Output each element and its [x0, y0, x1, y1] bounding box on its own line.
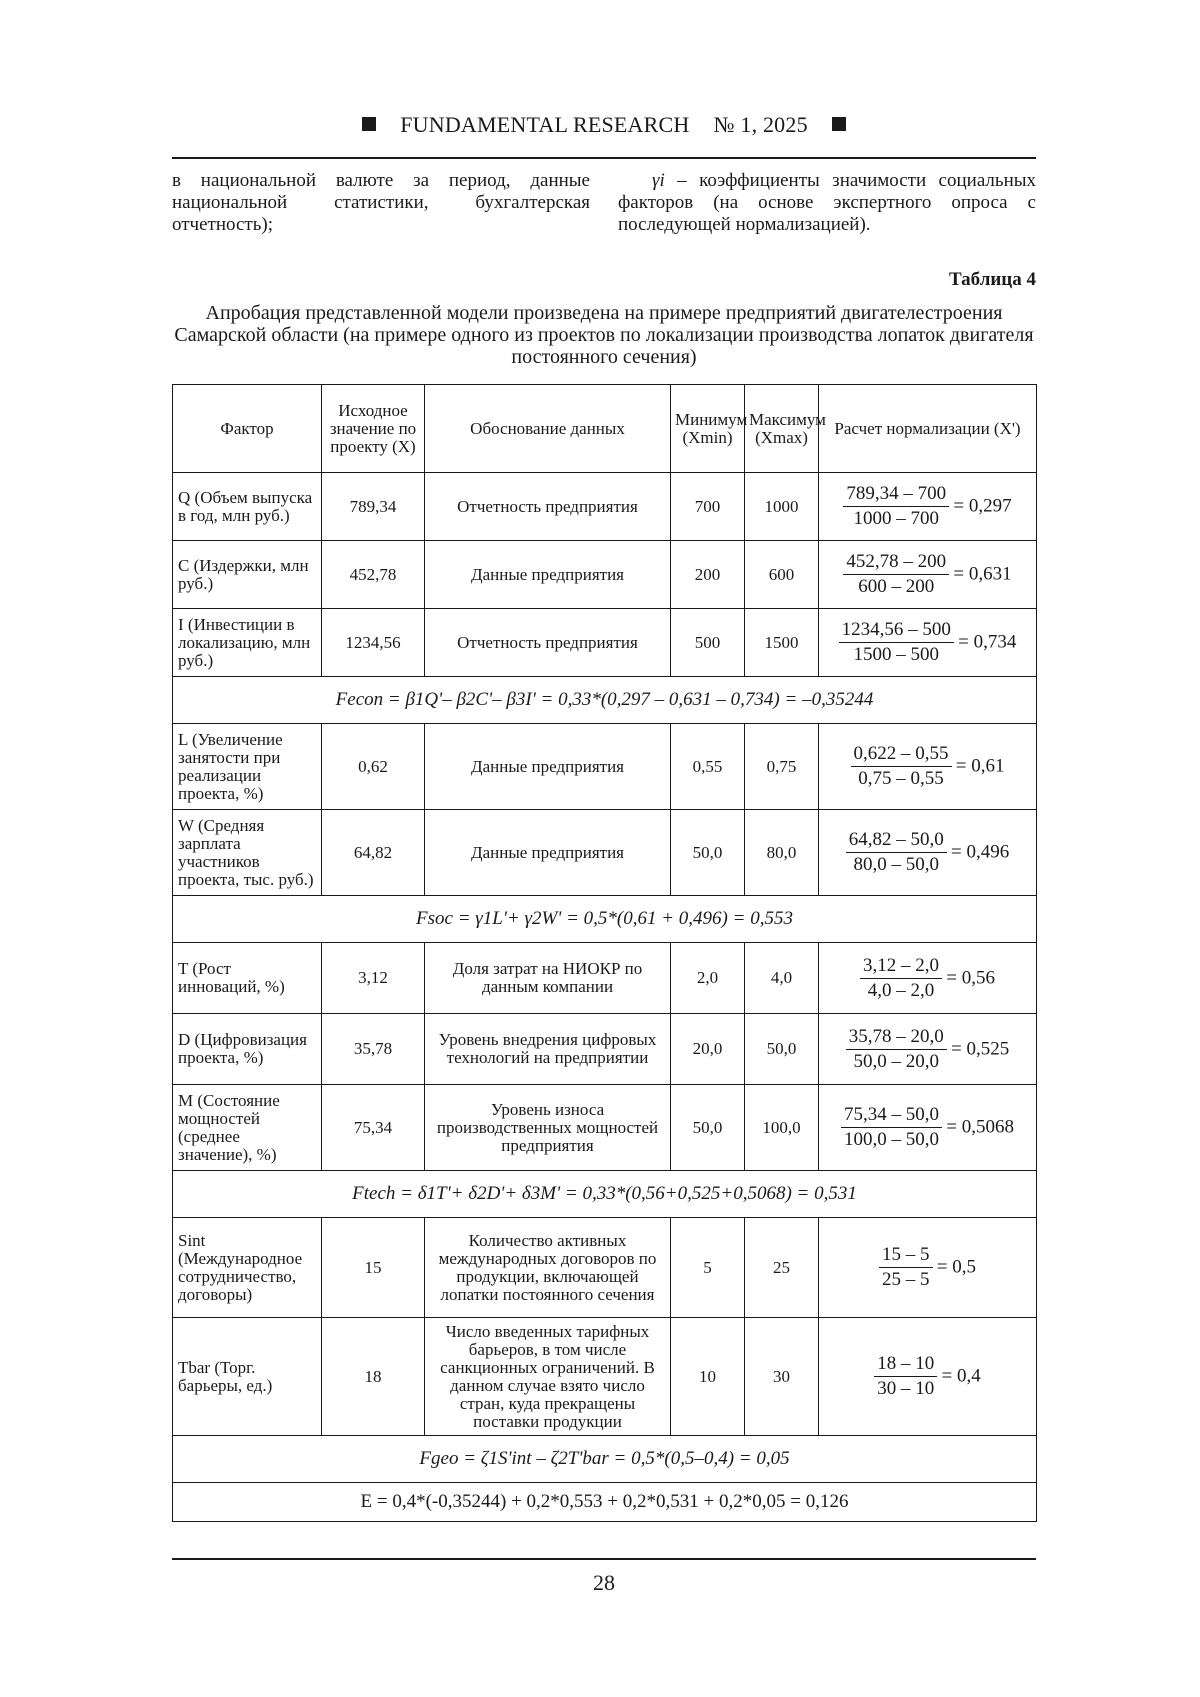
- header-max: Максимум (Xmax): [745, 385, 819, 473]
- basis-cell: Данные предприятия: [425, 810, 671, 896]
- min-cell: 50,0: [671, 810, 745, 896]
- fraction-numerator: 64,82 – 50,0: [846, 831, 947, 853]
- basis-cell: Данные предприятия: [425, 724, 671, 810]
- max-cell: 50,0: [745, 1014, 819, 1085]
- fraction-numerator: 18 – 10: [874, 1355, 937, 1377]
- fraction: [851, 745, 952, 788]
- norm-cell: [819, 810, 1037, 896]
- formula-total: E = 0,4*(-0,35244) + 0,2*0,553 + 0,2*0,531 + 0,2*0,05 = 0,126: [173, 1483, 1037, 1522]
- factor-cell: Q (Объем выпуска в год, млн руб.): [173, 473, 322, 541]
- max-cell: 1000: [745, 473, 819, 541]
- max-cell: 4,0: [745, 943, 819, 1014]
- norm-result: = 0,631: [953, 563, 1012, 585]
- fraction: [846, 1025, 947, 1072]
- norm-result: = 0,734: [958, 631, 1017, 653]
- factor-cell: D (Цифровизация проекта, %): [173, 1014, 322, 1085]
- norm-result: = 0,297: [953, 495, 1012, 517]
- value-cell: 452,78: [322, 541, 425, 609]
- table-caption: Апробация представленной модели произведена на примере предприятий двигателестроения Самарской области (на примере одного из проектов по локализации производства лопаток двигателя постоянного сечения): [174, 302, 1034, 368]
- max-cell: 600: [745, 541, 819, 609]
- max-cell: 100,0: [745, 1085, 819, 1171]
- value-cell: 15: [322, 1218, 425, 1318]
- formula-geo: Fgeo = ζ1S'int – ζ2T'bar = 0,5*(0,5–0,4) = 0,05: [173, 1436, 1037, 1483]
- page-number: 28: [593, 1570, 615, 1595]
- norm-result: = 0,61: [955, 755, 1005, 777]
- header-rule: [172, 157, 1036, 159]
- fraction: [846, 831, 947, 874]
- norm-cell: [819, 609, 1037, 677]
- norm-cell: [819, 1085, 1037, 1171]
- intro-right-column: [618, 170, 1036, 236]
- value-cell: 1234,56: [322, 609, 425, 677]
- min-cell: 500: [671, 609, 745, 677]
- fraction-denominator: 25 – 5: [882, 1269, 930, 1290]
- value-cell: 75,34: [322, 1085, 425, 1171]
- header-factor: Фактор: [173, 385, 322, 473]
- issue-number: № 1, 2025: [713, 112, 808, 137]
- fraction: [843, 485, 949, 528]
- norm-result: = 0,496: [951, 841, 1010, 863]
- basis-cell: Отчетность предприятия: [425, 609, 671, 677]
- table-row: [173, 810, 1037, 896]
- fraction-denominator: 0,75 – 0,55: [858, 768, 944, 789]
- max-cell: 1500: [745, 609, 819, 677]
- header-initial: Исходное значение по проекту (X): [322, 385, 425, 473]
- value-cell: 35,78: [322, 1014, 425, 1085]
- table-row: [173, 724, 1037, 810]
- fraction: [839, 621, 954, 664]
- norm-result: = 0,56: [946, 967, 995, 988]
- square-bullet-icon: [362, 117, 376, 131]
- basis-cell: Число введенных тарифных барьеров, в том числе санкционных ограничений. В данном случае взято число стран, куда прекращены поставки продукции: [425, 1318, 671, 1436]
- factor-cell: I (Инвестиции в локализацию, млн руб.): [173, 609, 322, 677]
- norm-cell: [819, 724, 1037, 810]
- fraction-denominator: 30 – 10: [877, 1378, 935, 1399]
- factor-cell: Sint (Международное сотрудничество, договоры): [173, 1218, 322, 1318]
- value-cell: 18: [322, 1318, 425, 1436]
- fraction-denominator: 100,0 – 50,0: [844, 1129, 940, 1150]
- factor-cell: M (Состояние мощностей (среднее значение), %): [173, 1085, 322, 1171]
- table-row: [173, 1318, 1037, 1436]
- factor-cell: L (Увеличение занятости при реализации проекта, %): [173, 724, 322, 810]
- formula-row-geo: [173, 1436, 1037, 1483]
- norm-cell: [819, 1014, 1037, 1085]
- min-cell: 0,55: [671, 724, 745, 810]
- max-cell: 80,0: [745, 810, 819, 896]
- formula-econ: Fecon = β1Q'– β2C'– β3I' = 0,33*(0,297 – 0,631 – 0,734) = –0,35244: [173, 677, 1037, 724]
- norm-cell: [819, 1318, 1037, 1436]
- fraction: [841, 1106, 942, 1149]
- norm-cell: [819, 1218, 1037, 1318]
- value-cell: 0,62: [322, 724, 425, 810]
- fraction-numerator: 35,78 – 20,0: [846, 1028, 947, 1050]
- table-row: [173, 943, 1037, 1014]
- norm-result: = 0,525: [951, 1038, 1010, 1059]
- basis-cell: Количество активных международных договоров по продукции, включающей лопатки постоянного сечения: [425, 1218, 671, 1318]
- basis-cell: Уровень внедрения цифровых технологий на предприятии: [425, 1014, 671, 1085]
- fraction-denominator: 1500 – 500: [853, 644, 940, 665]
- intro-left-column: в национальной валюте за период, данные национальной статистики, бухгалтерская отчетность);: [172, 170, 590, 235]
- fraction-denominator: 1000 – 700: [853, 508, 940, 529]
- fraction-numerator: 15 – 5: [879, 1246, 933, 1268]
- header-basis: Обоснование данных: [425, 385, 671, 473]
- fraction: [860, 954, 942, 1001]
- header-min: Минимум (Xmin): [671, 385, 745, 473]
- formula-row-soc: [173, 896, 1037, 943]
- fraction-numerator: 0,622 – 0,55: [851, 745, 952, 767]
- intro-right-text: – коэффициенты значимости социальных факторов (на основе экспертного опроса с последующей нормализацией).: [618, 170, 1037, 235]
- normalization-table: [172, 384, 1037, 1522]
- value-cell: 3,12: [322, 943, 425, 1014]
- norm-cell: [819, 473, 1037, 541]
- min-cell: 5: [671, 1218, 745, 1318]
- fraction-denominator: 600 – 200: [858, 576, 935, 597]
- norm-cell: [819, 943, 1037, 1014]
- basis-cell: Доля затрат на НИОКР по данным компании: [425, 943, 671, 1014]
- header-norm: Расчет нормализации (X'): [819, 385, 1037, 473]
- fraction: [843, 553, 949, 596]
- square-bullet-icon: [832, 117, 846, 131]
- fraction: [874, 1355, 937, 1398]
- fraction-numerator: 452,78 – 200: [843, 553, 949, 575]
- table-row: [173, 541, 1037, 609]
- norm-cell: [819, 541, 1037, 609]
- fraction-numerator: 1234,56 – 500: [839, 621, 954, 643]
- table-row: [173, 473, 1037, 541]
- formula-row-total: [173, 1483, 1037, 1522]
- max-cell: 30: [745, 1318, 819, 1436]
- factor-cell: W (Средняя зарплата участников проекта, тыс. руб.): [173, 810, 322, 896]
- factor-cell: C (Издержки, млн руб.): [173, 541, 322, 609]
- norm-result: = 0,4: [941, 1365, 981, 1387]
- fraction-numerator: 789,34 – 700: [843, 485, 949, 507]
- fraction-numerator: 75,34 – 50,0: [841, 1106, 942, 1128]
- value-cell: 64,82: [322, 810, 425, 896]
- min-cell: 50,0: [671, 1085, 745, 1171]
- table-header-row: [173, 385, 1037, 473]
- fraction-denominator: 80,0 – 50,0: [853, 854, 940, 875]
- fraction-numerator: 3,12 – 2,0: [860, 957, 942, 979]
- min-cell: 20,0: [671, 1014, 745, 1085]
- footer-rule: [172, 1558, 1036, 1560]
- min-cell: 200: [671, 541, 745, 609]
- factor-cell: T (Рост инноваций, %): [173, 943, 322, 1014]
- formula-row-tech: [173, 1171, 1037, 1218]
- factor-cell: Tbar (Торг. барьеры, ед.): [173, 1318, 322, 1436]
- table-row: [173, 1218, 1037, 1318]
- fraction-denominator: 4,0 – 2,0: [867, 979, 935, 1001]
- table-row: [173, 609, 1037, 677]
- norm-result: = 0,5068: [946, 1116, 1014, 1138]
- basis-cell: Данные предприятия: [425, 541, 671, 609]
- basis-cell: Уровень износа производственных мощностей предприятия: [425, 1085, 671, 1171]
- table-row: [173, 1014, 1037, 1085]
- formula-soc: Fsoc = γ1L'+ γ2W' = 0,5*(0,61 + 0,496) = 0,553: [173, 896, 1037, 943]
- formula-tech: Ftech = δ1T'+ δ2D'+ δ3M' = 0,33*(0,56+0,525+0,5068) = 0,531: [173, 1171, 1037, 1218]
- min-cell: 10: [671, 1318, 745, 1436]
- gamma-symbol: γi: [652, 170, 665, 191]
- formula-row-econ: [173, 677, 1037, 724]
- max-cell: 25: [745, 1218, 819, 1318]
- journal-name: FUNDAMENTAL RESEARCH: [400, 112, 690, 137]
- fraction: [879, 1246, 933, 1289]
- norm-result: = 0,5: [936, 1256, 976, 1278]
- min-cell: 700: [671, 473, 745, 541]
- table-label: Таблица 4: [948, 269, 1036, 290]
- max-cell: 0,75: [745, 724, 819, 810]
- running-header: [172, 112, 1036, 138]
- table-row: [173, 1085, 1037, 1171]
- min-cell: 2,0: [671, 943, 745, 1014]
- basis-cell: Отчетность предприятия: [425, 473, 671, 541]
- fraction-denominator: 50,0 – 20,0: [853, 1050, 940, 1072]
- value-cell: 789,34: [322, 473, 425, 541]
